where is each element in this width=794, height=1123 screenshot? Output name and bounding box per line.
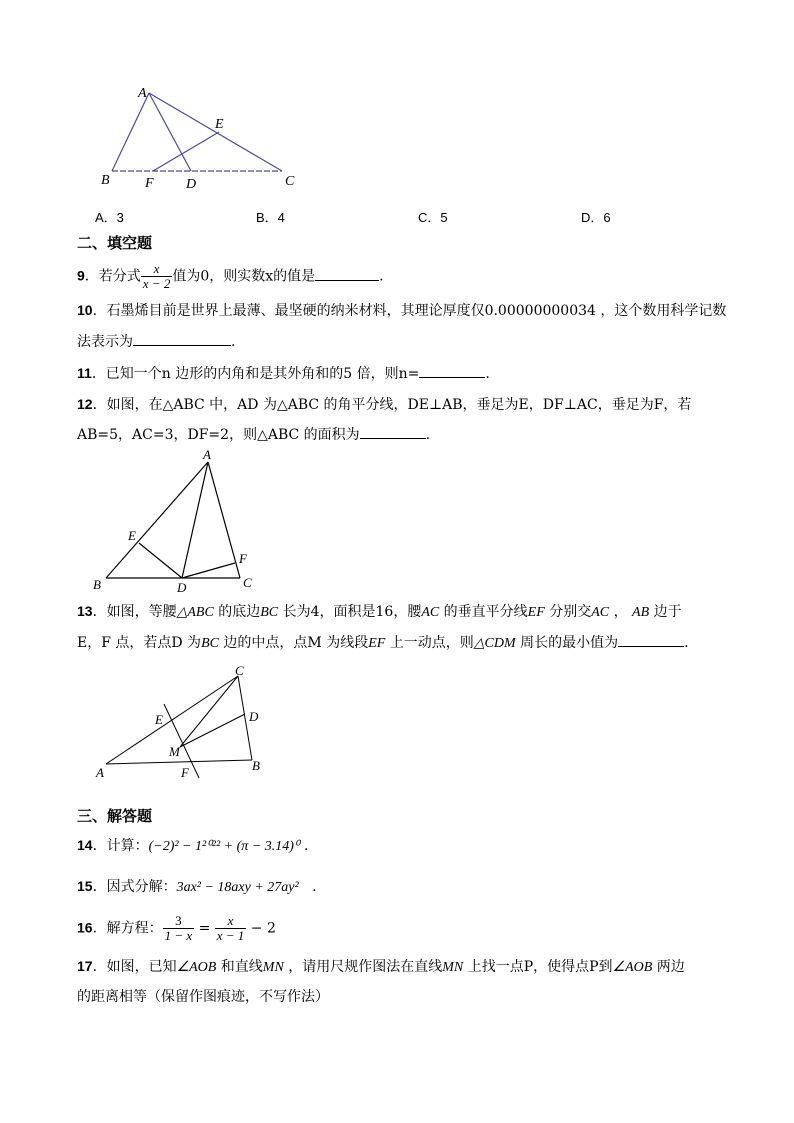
answer-blank	[419, 363, 485, 378]
option-a: A．3	[95, 210, 124, 225]
question-15: 15．因式分解：3ax² − 18axy + 27ay² .	[77, 878, 317, 895]
label-D: D	[177, 580, 187, 595]
question-12-line2: AB=5，AC=3，DF=2，则△ABC 的面积为 .	[77, 424, 430, 445]
question-17: 17．如图，已知∠AOB 和直线MN ，请用尺规作图法在直线MN 上找一点P，使得点P到∠AOB 两边	[77, 958, 685, 975]
question-9: 9．若分式 $\frac{x}{x - 2}$ 值为0，则实数x的值是 .	[77, 261, 384, 291]
q12-figure	[88, 447, 268, 597]
question-13-line2: E，F 点，若点D 为BC 边的中点，点M 为线段EF 上一动点，则△CDM 周长的最小值为 .	[77, 632, 689, 654]
label-A: A	[96, 765, 104, 780]
label-D: D	[186, 177, 197, 192]
label-A: A	[203, 447, 211, 462]
option-d: D．6	[581, 210, 611, 225]
question-10-line2: 法表示为 .	[77, 331, 235, 352]
question-17-line2: 的距离相等（保留作图痕迹，不写作法）	[77, 989, 329, 1005]
answer-blank	[315, 266, 379, 281]
answer-blank	[133, 331, 231, 346]
label-B: B	[93, 577, 101, 592]
answer-blank	[360, 424, 426, 439]
label-A: A	[138, 86, 147, 101]
fraction: $\frac{x}{x - 2}$	[142, 261, 171, 291]
question-10: 10．石墨烯目前是世界上最薄、最坚硬的纳米材料，其理论厚度仅0.00000000034 ，这个数用科学记数	[77, 302, 727, 319]
label-E: E	[128, 528, 136, 543]
label-F: F	[181, 765, 189, 780]
option-b: B．4	[256, 210, 285, 225]
section-solve-title: 三、解答题	[77, 807, 153, 825]
label-M: M	[169, 744, 180, 759]
label-C: C	[235, 666, 244, 678]
label-F: F	[239, 551, 247, 566]
question-14: 14．计算：(−2)² − 1²⁰²² + (π − 3.14)⁰ .	[77, 837, 309, 854]
fraction: $\frac{x}{x - 1}$	[216, 913, 245, 943]
top-triangle-figure	[95, 80, 310, 195]
question-12: 12．如图，在△ABC 中，AD 为△ABC 的角平分线，DE⊥AB，垂足为E，DF⊥AC，垂足为F，若	[77, 396, 692, 413]
q13-figure	[92, 666, 272, 786]
label-E: E	[215, 117, 224, 132]
question-11: 11．已知一个n 边形的内角和是其外角和的5 倍，则n= .	[77, 365, 490, 382]
question-13: 13．如图，等腰△ABC 的底边BC 长为4，面积是16，腰AC 的垂直平分线EF 分别交AC ， AB 边于	[77, 603, 682, 620]
label-C: C	[243, 575, 252, 590]
label-E: E	[155, 712, 163, 727]
label-D: D	[249, 709, 259, 724]
label-B: B	[252, 758, 260, 773]
answer-blank	[618, 632, 684, 647]
fraction: $\frac{3}{1 - x}$	[164, 913, 193, 943]
math-expression: (−2)² − 1²⁰²² + (π − 3.14)⁰	[148, 839, 300, 854]
option-c: C．5	[418, 210, 448, 225]
section-fill-blank-title: 二、填空题	[77, 234, 153, 252]
label-F: F	[145, 176, 154, 191]
label-C: C	[285, 174, 295, 189]
math-expression: 3ax² − 18axy + 27ay²	[176, 880, 299, 895]
question-16: 16．解方程： $\frac{3}{1 - x}$ = $\frac{x}{x - 1}$ − 2	[77, 913, 276, 943]
label-B: B	[101, 173, 110, 188]
